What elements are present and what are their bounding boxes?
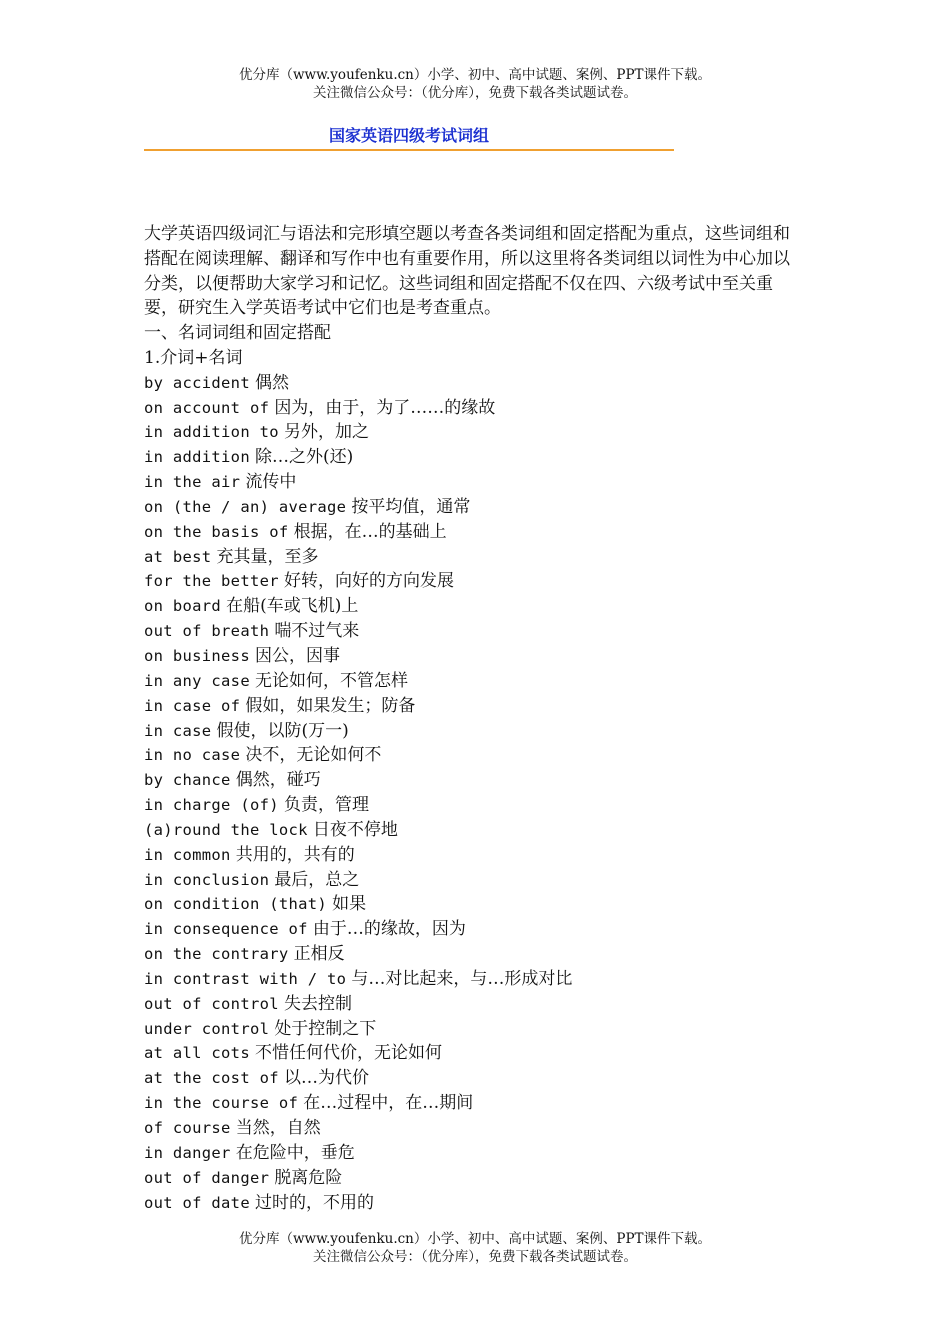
phrase-english: on business (144, 646, 250, 665)
phrase-english: out of date (144, 1193, 250, 1212)
phrase-chinese: 无论如何，不管怎样 (255, 670, 409, 691)
phrase-entry (144, 992, 844, 1017)
phrase-english: on (the / an) average (144, 497, 347, 516)
phrase-english: in the course of (144, 1094, 299, 1113)
phrase-entry (144, 1066, 844, 1091)
phrase-chinese: 决不，无论如何不 (245, 745, 382, 766)
title-block (144, 125, 674, 153)
phrase-chinese: 好转，向好的方向发展 (283, 571, 454, 592)
phrase-chinese: 假如，如果发生；防备 (245, 695, 416, 716)
phrase-english: at all cots (144, 1044, 250, 1063)
phrase-chinese: 喘不过气来 (274, 621, 360, 642)
phrase-entry (144, 520, 844, 545)
phrase-english: by accident (144, 373, 250, 392)
header-line-2: 关注微信公众号：（优分库），免费下载各类试题试卷。 (313, 85, 637, 101)
phrase-chinese: 因公，因事 (255, 645, 341, 666)
phrase-english: out of danger (144, 1168, 270, 1187)
phrase-entry (144, 868, 844, 893)
phrase-entry (144, 1141, 844, 1166)
phrase-english: in common (144, 845, 231, 864)
phrase-chinese: 正相反 (293, 944, 345, 965)
phrase-entry (144, 470, 844, 495)
document-title: 国家英语四级考试词组 (328, 126, 489, 145)
phrase-entry (144, 768, 844, 793)
phrase-chinese: 充其量，至多 (216, 546, 319, 567)
phrase-entry (144, 669, 844, 694)
phrase-english: in charge (of) (144, 796, 279, 815)
phrase-chinese: 按平均值，通常 (351, 496, 471, 517)
footer-line-1: 优分库（www.youfenku.cn）小学、初中、高中试题、案例、PPT课件下载。 (238, 1231, 712, 1247)
phrase-chinese: 当然，自然 (235, 1118, 321, 1138)
phrase-entry (144, 1041, 844, 1066)
phrase-entry (144, 445, 844, 470)
phrase-chinese: 共用的，共有的 (235, 844, 355, 865)
phrase-entry (144, 917, 844, 942)
phrase-english: on condition (that) (144, 895, 328, 914)
phrase-entry (144, 396, 844, 421)
phrase-chinese: 负责，管理 (283, 795, 369, 816)
phrase-english: (a)round the lock (144, 820, 308, 839)
phrase-english: for the better (144, 572, 279, 591)
page-header (0, 66, 950, 102)
phrase-chinese: 脱离危险 (274, 1167, 343, 1188)
phrase-chinese: 在…过程中，在…期间 (303, 1093, 474, 1114)
phrase-english: in case of (144, 696, 241, 715)
phrase-entry (144, 569, 844, 594)
phrase-english: out of control (144, 994, 279, 1013)
phrase-chinese: 最后，总之 (274, 869, 360, 890)
phrase-english: on the contrary (144, 945, 289, 964)
phrase-entry (144, 420, 844, 445)
phrase-entry (144, 694, 844, 719)
phrase-entry (144, 843, 844, 868)
phrase-entry (144, 892, 844, 917)
phrase-chinese: 在危险中，垂危 (235, 1142, 355, 1163)
phrase-list (144, 321, 844, 1215)
phrase-english: at the cost of (144, 1069, 279, 1088)
phrase-english: on board (144, 597, 222, 616)
phrase-chinese: 与…对比起来，与…形成对比 (351, 968, 573, 989)
phrase-entry (144, 942, 844, 967)
phrase-english: in addition to (144, 423, 279, 442)
phrase-english: of course (144, 1119, 231, 1137)
phrase-english: in consequence of (144, 920, 308, 939)
phrase-english: in contrast with / to (144, 969, 347, 988)
phrase-chinese: 由于…的缘故，因为 (312, 919, 466, 940)
phrase-entry (144, 1116, 844, 1141)
phrase-entry (144, 619, 844, 644)
phrase-english: in addition (144, 448, 250, 467)
phrase-english: on account of (144, 398, 270, 417)
phrase-chinese: 以…为代价 (283, 1068, 369, 1089)
phrase-entry (144, 644, 844, 669)
phrase-entry (144, 1191, 844, 1216)
phrase-chinese: 失去控制 (283, 993, 352, 1014)
phrase-entry (144, 594, 844, 619)
phrase-entry (144, 967, 844, 992)
phrase-english: in case (144, 721, 212, 740)
phrase-entry (144, 545, 844, 570)
phrase-entry (144, 719, 844, 744)
footer-line-2: 关注微信公众号：（优分库），免费下载各类试题试卷。 (313, 1249, 637, 1265)
phrase-chinese: 偶然，碰巧 (235, 770, 321, 791)
phrase-chinese: 处于控制之下 (274, 1018, 377, 1039)
phrase-chinese: 另外，加之 (283, 422, 369, 443)
phrase-chinese: 不惜任何代价，无论如何 (255, 1043, 443, 1064)
page-footer (0, 1230, 950, 1266)
phrase-entry (144, 1166, 844, 1191)
header-line-1: 优分库（www.youfenku.cn）小学、初中、高中试题、案例、PPT课件下载。 (238, 67, 712, 83)
phrase-entry (144, 1017, 844, 1042)
phrase-entry (144, 793, 844, 818)
phrase-chinese: 过时的，不用的 (255, 1192, 375, 1213)
subsection-heading: 1.介词+名词 (144, 347, 243, 368)
phrase-english: by chance (144, 771, 231, 790)
phrase-english: in conclusion (144, 870, 270, 889)
phrase-chinese: 如果 (332, 894, 367, 915)
phrase-chinese: 除…之外(还) (255, 447, 354, 468)
phrase-chinese: 根据，在…的基础上 (293, 521, 447, 542)
phrase-entry (144, 818, 844, 843)
phrase-english: under control (144, 1019, 270, 1038)
phrase-english: in any case (144, 671, 250, 690)
intro-paragraph-block (144, 222, 804, 321)
phrase-entry (144, 1091, 844, 1116)
phrase-english: in no case (144, 746, 241, 765)
phrase-english: in danger (144, 1143, 231, 1162)
phrase-english: on the basis of (144, 522, 289, 541)
phrase-chinese: 假使，以防(万一) (216, 720, 349, 741)
phrase-english: out of breath (144, 622, 270, 641)
phrase-english: in the air (144, 473, 241, 492)
phrase-chinese: 日夜不停地 (312, 819, 398, 840)
phrase-entry (144, 495, 844, 520)
phrase-chinese: 在船(车或飞机)上 (226, 596, 359, 617)
phrase-entry (144, 743, 844, 768)
title-underline (144, 149, 674, 151)
phrase-entry (144, 371, 844, 396)
phrase-chinese: 流传中 (245, 472, 297, 493)
intro-paragraph: 大学英语四级词汇与语法和完形填空题以考查各类词组和固定搭配为重点，这些词组和搭配在阅读理解、翻译和写作中也有重要作用，所以这里将各类词组以词性为中心加以分类，以便帮助大家学习和记忆。这些词组和固定搭配不仅在四、六级考试中至关重要，研究生入学英语考试中它们也是考查重点。 (144, 224, 790, 319)
section-heading: 一、名词词组和固定搭配 (144, 323, 331, 343)
phrase-chinese: 偶然 (255, 372, 290, 393)
phrase-english: at best (144, 547, 212, 566)
phrase-chinese: 因为，由于，为了……的缘故 (274, 397, 496, 418)
